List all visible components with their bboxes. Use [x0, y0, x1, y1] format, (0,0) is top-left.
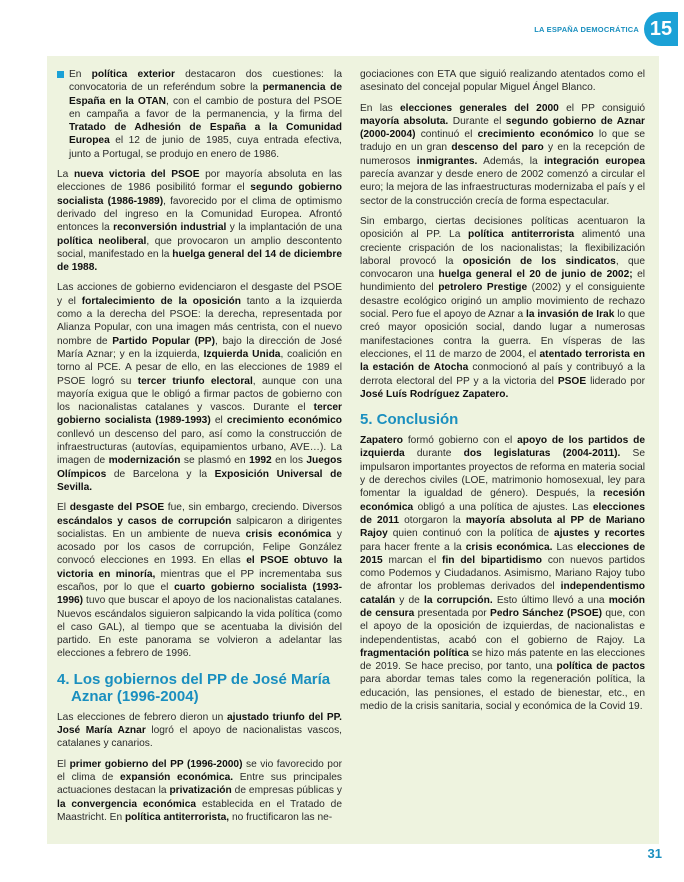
text-run: , que provocaron un amplio descontento social, manifestado en la [57, 235, 342, 260]
text-run: , bajo la dirección de José María Aznar; y en la izquierda, [57, 335, 342, 360]
text-run: obligó a una política de ajustes. Las [413, 501, 593, 513]
text-run: conmocionó al país y contribuyó a la derrota electoral del PP y a la victoria del [360, 362, 645, 387]
text-run: de Barcelona y la [106, 468, 215, 480]
bold-term: mayoría absoluta. [360, 115, 449, 127]
text-run: para hacer frente a la [360, 541, 466, 553]
text-run: , aunque con una mayoría exigua que le obligó a firmar pactos de gobierno con los nacionalistas catalanes y vascos. Durante el [57, 375, 342, 414]
text-run: El [57, 502, 70, 514]
bold-term: mayoría absoluta al PP de Mariano Rajoy [360, 514, 645, 540]
paragraph-opposition [57, 281, 342, 494]
text-run: que, con el apoyo de la oposición de izquierdas, de nacionalistas e independentistas, acabó con el gobierno de Rajoy. La [360, 607, 645, 646]
bold-term: la convergencia económica [57, 798, 197, 810]
bold-term: reconversión industrial [113, 222, 227, 234]
bold-term: apoyo de los partidos de izquierda [360, 435, 645, 460]
bold-term: elecciones de 2015 [360, 541, 645, 566]
text-run: se plasmó en [180, 455, 250, 467]
text-run: Durante el [448, 115, 506, 127]
paragraph-first-pp-government [57, 758, 342, 824]
bold-term: cuarto gobierno socialista (1993-1996) [57, 581, 342, 607]
text-run: en los [271, 455, 307, 467]
text-run: lo que se tradujo en un gran [360, 129, 646, 154]
bold-term: PSOE [557, 375, 587, 387]
text-run: Las elecciones de febrero dieron un [57, 711, 227, 723]
text-run: Además, la [477, 155, 545, 167]
text-run: para abordar temas tales como la regeneración política, la educación, las pensiones, el estado de bienestar, etc., en medio de la crisis sanitaria, social y económica de la Covid 19. [360, 674, 645, 713]
text-run: , coalición en torno al PCE. A pesar de ello, en las elecciones de 1989 el PSOE logró su [57, 348, 343, 387]
text-run: de empresas públicas y [231, 785, 342, 797]
text-run: En [69, 69, 92, 80]
text-run: , con el cambio de postura del PSOE en campaña a favor de la permanencia, y la firma del [69, 95, 343, 120]
bold-term: Pedro Sánchez (PSOE) [490, 607, 603, 619]
chapter-header [534, 12, 678, 46]
bold-term: Tratado de Adhesión de España a la Comunidad Europea [69, 122, 342, 147]
bold-term: segundo gobierno de Aznar (2000-2004) [360, 115, 645, 141]
text-run: (2002) y el consiguiente desastre ecológico originó un amplio movimiento de rechazo social. Pero fue el apoyo de Aznar a [360, 282, 646, 321]
bold-term: segundo gobierno socialista (1986-1989) [57, 182, 342, 207]
text-run: lo que creó mayor oposición social, dando lugar a numerosas manifestaciones contra la guerra. En vísperas de las elecciones, el 11 de marzo de 2004, el [360, 309, 645, 360]
bold-term: ajustes y recortes [554, 528, 645, 540]
text-run: y la implantación de una [226, 222, 342, 234]
bullet-square-icon [57, 71, 64, 78]
bold-term: la corrupción. [423, 594, 493, 606]
right-column [360, 68, 645, 720]
section-heading-4-line2: Aznar (1996-2004) [71, 687, 199, 705]
text-run: conllevó un descenso del paro, así como la construcción de infraestructuras (autovías, equipamientos urbano, AVE…). La imagen de [57, 428, 342, 467]
section-heading-4 [57, 671, 342, 705]
paragraph-conclusion [360, 434, 645, 713]
text-run: La [57, 169, 74, 181]
text-run: Las [552, 541, 577, 553]
text-run: con nuevos partidos como Podemos y Ciudadanos. Asimismo, Mariano Rajoy tubo de afrontar los problemas derivados del [360, 554, 645, 593]
bold-term: Exposición Universal de Sevilla. [57, 468, 342, 493]
bold-term: política antiterrorista, [124, 811, 230, 823]
page-number: 31 [647, 846, 662, 861]
bold-term: tercer triunfo electoral [137, 375, 253, 387]
bold-term: elecciones generales del 2000 [400, 102, 559, 114]
bold-term: inmigrantes. [416, 155, 478, 167]
paragraph-opposition-pp [360, 215, 645, 401]
chapter-title: LA ESPAÑA DEMOCRÁTICA [534, 24, 639, 34]
bold-term: dos legislaturas (2004-2011). [463, 448, 621, 460]
section-heading-4-line1: 4. Los gobiernos del PP de José María [57, 670, 331, 688]
text-run: y de [395, 594, 424, 606]
bold-term: nueva victoria del PSOE [73, 169, 200, 181]
bold-term: política antiterrorista [468, 229, 575, 241]
text-run: y en la recepción de numerosos [360, 142, 645, 167]
bold-term: crecimiento económico [477, 129, 594, 141]
bold-term: política de pactos [556, 661, 646, 673]
bold-term: expansión económica. [120, 771, 234, 783]
text-run: Entre sus principales actuaciones destacan la [57, 771, 342, 797]
bold-term: recesión económica [360, 488, 645, 513]
bold-term: crisis económica [245, 528, 332, 540]
paragraph-foreign-policy [57, 68, 342, 161]
text-run: El [57, 758, 70, 770]
bold-term: atentado terrorista en la estación de Atocha [360, 348, 645, 374]
bold-term: crecimiento económico [226, 415, 342, 427]
text-run: Se impulsaron importantes proyectos de reforma en materia social y de derechos civiles (LOE, matrimonio homosexual, ley para fomentar la igualdad de género). Después, la [360, 448, 646, 500]
bold-term: privatización [169, 785, 232, 797]
text-run: tuvo que buscar el apoyo de los nacionalistas catalanes. Nuevos escándalos siguieron salpicando la vida política (como el caso GAL), al tiempo que se acentuaba la división del partido. En este panorama se volvieron a adelantar las elecciones a febrero de 1996. [57, 595, 342, 660]
text-run: otorgaron la [399, 514, 466, 526]
bold-term: descenso del paro [451, 142, 544, 154]
bold-term: crisis económica. [465, 541, 553, 553]
bold-term: Zapatero [360, 435, 404, 447]
bold-term: José Luís Rodríguez Zapatero. [360, 388, 509, 400]
bold-term: permanencia de España en la OTAN [69, 82, 342, 107]
text-run: Esto último llevó a una [492, 594, 609, 606]
paragraph-pp-victory [57, 711, 342, 751]
bold-term: 1992 [249, 455, 272, 467]
bold-term: el PSOE obtuvo la victoria en minoría, [57, 555, 342, 580]
bold-term: desgaste del PSOE [69, 502, 165, 514]
text-run: durante [404, 448, 464, 460]
text-run: el [210, 415, 227, 427]
bold-term: Partido Popular (PP) [112, 335, 215, 347]
text-run: el PP consiguió [558, 102, 645, 114]
text-run: En las [360, 102, 400, 114]
text-run: por mayoría absoluta en las elecciones de 1986 posibilitó formar el [57, 169, 342, 194]
bold-term: elecciones de 2011 [360, 501, 645, 526]
paragraph-psoe-decline [57, 501, 342, 661]
text-run: parecía avanzar y desde enero de 2002 comenzó a circular el euro; la mejora de las infraestructuras modernizaba el país y el sector de la construcción crecía de forma espectacular. [360, 169, 645, 207]
text-run: logró el apoyo de nacionalistas vascos, catalanes y canarios. [57, 725, 342, 750]
content-panel [47, 56, 659, 844]
bold-term: fragmentación política [360, 647, 469, 659]
text-run: continuó el [415, 129, 478, 141]
text-run: alimentó una creciente crispación de los nacionalistas; la flexibilización laboral provocó la [360, 229, 645, 267]
paragraph-2000-elections [360, 102, 645, 208]
text-run: el 12 de junio de 1985, cuya entrada efectiva, junto a Portugal, se produjo en enero de 1986. [69, 135, 342, 160]
bold-term: la invasión de Irak [526, 309, 615, 321]
text-run: , favorecido por el clima de optimismo derivado del ingreso en la Comunidad Europea. Afrontó entonces la [57, 195, 342, 234]
text-run: se hizo más patente en las elecciones de 2019. Se hace preciso, por tanto, una [360, 647, 645, 673]
section-heading-5: 5. Conclusión [360, 411, 459, 429]
bold-term: primer gobierno del PP (1996-2000) [69, 758, 243, 770]
bold-term: escándalos y casos de corrupción [57, 515, 232, 527]
text-run: formó gobierno con el [403, 435, 518, 447]
bold-term: política neoliberal [57, 235, 147, 247]
bold-term: integración europea [544, 155, 645, 167]
text-run: Las acciones de gobierno evidenciaron el desgaste del PSOE y el [57, 282, 342, 307]
text-run: el hundimiento del [360, 269, 646, 294]
text-run: , que convocaron una [360, 255, 645, 281]
bold-term: Juegos Olímpicos [57, 455, 342, 480]
bold-term: tercer gobierno socialista (1989-1993) [57, 402, 342, 427]
text-run: se vio favorecido por el clima de [57, 758, 342, 783]
text-run: liderado por [586, 375, 645, 387]
bold-term: huelga general del 14 de diciembre de 1988. [57, 248, 342, 274]
bold-term: modernización [108, 455, 181, 467]
bold-term: moción de censura [360, 594, 645, 619]
text-run: tanto a la izquierda como a la derecha del PSOE: la derecha, representada por Alianza Popular, con una imagen más centrista, con el nuevo nombre de [57, 295, 343, 347]
text-run: presentada por [414, 607, 491, 619]
paragraph-second-government [57, 168, 342, 274]
text-run: no fructificaron las ne- [229, 811, 333, 823]
text-run: Sin embargo, ciertas decisiones políticas acentuaron la oposición al PP. La [360, 215, 645, 241]
text-run: salpicaron a dirigentes socialistas. En un ambiente de nueva [57, 515, 343, 540]
left-column [57, 68, 342, 831]
bold-term: independentismo catalán [360, 581, 645, 606]
bold-term: fin del bipartidismo [442, 554, 542, 566]
bold-term: fortalecimiento de la oposición [81, 295, 241, 307]
text-run: quien continuó con la política de [387, 528, 555, 540]
bold-term: Izquierda Unida [203, 348, 281, 360]
text-run: establecida en el Tratado de Maastricht. En [57, 798, 342, 823]
text-run: gociaciones con ETA que siguió realizando atentados como el asesinato del concejal popular Miguel Ángel Blanco. [360, 69, 645, 94]
text-run: mientras que el PP incrementaba sus escaños, por lo que el [57, 568, 342, 593]
paragraph-eta-negotiations [360, 68, 645, 95]
text-run: fue, sin embargo, creciendo. Diversos [164, 502, 343, 514]
bold-term: política exterior [91, 69, 175, 80]
text-run: marcan el [382, 554, 443, 566]
bold-term: huelga general el 20 de junio de 2002; [438, 269, 633, 281]
text-run: y acosado por los casos de corrupción, Felipe González convocó elecciones en 1993. En ellas [57, 528, 342, 567]
bold-term: oposición de los sindicatos [462, 255, 616, 267]
chapter-number-badge: 15 [644, 12, 678, 46]
bold-term: petrolero Prestige [438, 282, 528, 294]
bold-term: ajustado triunfo del PP. José María Aznar [57, 711, 342, 737]
text-run: destacaron dos cuestiones: la convocatoria de un referéndum sobre la [69, 69, 342, 94]
